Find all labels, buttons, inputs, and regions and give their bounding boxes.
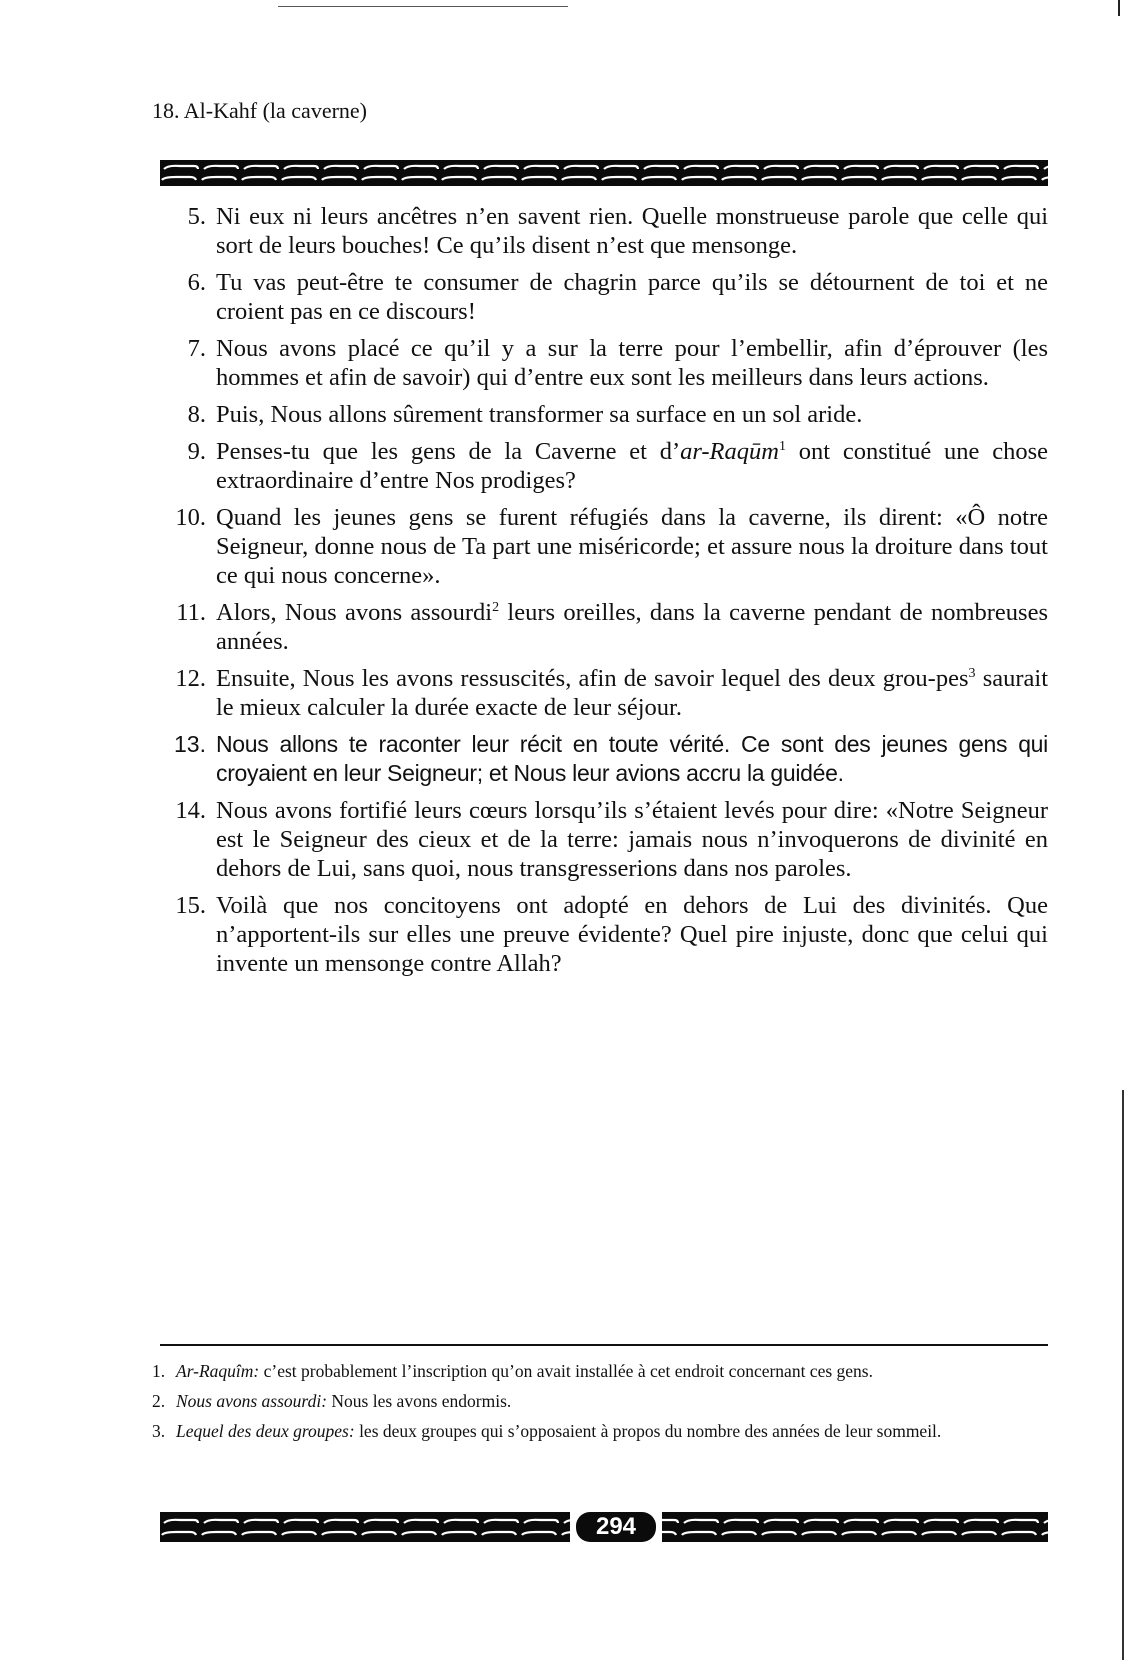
- footnote-body: c’est probablement l’inscription qu’on avait installée à cet endroit concernant ces gens.: [259, 1361, 873, 1381]
- verse-text-post: leurs oreilles, dans la caverne pendant de nombreuses années.: [216, 599, 1048, 655]
- verse-item: [160, 891, 1048, 978]
- chapter-header: 18. Al-Kahf (la caverne): [152, 98, 368, 123]
- decorative-band-top: [160, 160, 1048, 186]
- page-edge-line: [1122, 1090, 1124, 1660]
- verse-number: 10.: [175, 504, 206, 531]
- verse-number: 6.: [187, 269, 206, 296]
- verse-text: [216, 437, 1048, 495]
- footnote-divider: [160, 1344, 1048, 1346]
- footnote-text: [176, 1390, 1048, 1412]
- footnote-text: [176, 1360, 1048, 1382]
- top-rule: [278, 6, 568, 7]
- verse-text-post: saurait le mieux calculer la durée exacte de leur séjour.: [216, 665, 1048, 721]
- verse-item: [160, 334, 1048, 392]
- verse-item: [160, 503, 1048, 590]
- verse-text-pre: Penses-tu que les gens de la Caverne et d’: [216, 438, 681, 465]
- footnote-ref: 1: [778, 439, 786, 454]
- verse-text: Voilà que nos concitoyens ont adopté en dehors de Lui des divinités. Que n’apportent-ils sur elles une preuve évidente? Quel pire injuste, donc que celui qui invente un mensonge contre Allah?: [216, 892, 1048, 977]
- footnote-body: Nous les avons endormis.: [327, 1391, 512, 1411]
- page-number-badge: [570, 1508, 662, 1546]
- verse-item: [160, 730, 1048, 788]
- verse-number: 13.: [174, 731, 206, 757]
- footnote-item: [152, 1360, 1048, 1382]
- verse-number: 5.: [187, 203, 206, 230]
- chain-pattern-icon: [160, 160, 1048, 186]
- footnote-item: [152, 1420, 1048, 1442]
- verse-number: 15.: [175, 892, 206, 919]
- footnote-number: 2.: [152, 1391, 166, 1411]
- footnote-ref: 3: [968, 666, 976, 681]
- footnote-body: les deux groupes qui s’opposaient à propos du nombre des années de leur sommeil.: [354, 1421, 942, 1441]
- footnote-term: Nous avons assourdi:: [176, 1391, 328, 1411]
- verse-number: 14.: [175, 797, 206, 824]
- footnote-number: 1.: [152, 1361, 166, 1381]
- footnote-term: Lequel des deux groupes:: [176, 1421, 355, 1441]
- verse-number: 8.: [187, 401, 206, 428]
- verse-text: [216, 664, 1048, 722]
- verse-text: Quand les jeunes gens se furent réfugiés dans la caverne, ils dirent: «Ô notre Seigneur, donne nous de Ta part une miséricorde; et assure nous la droiture dans tout ce qui nous concerne».: [216, 504, 1048, 589]
- footnote-term: Ar-Raquîm:: [176, 1361, 260, 1381]
- term-ar-raqum: ar-Raqūm: [680, 438, 779, 465]
- verse-item: [160, 268, 1048, 326]
- verse-item: [160, 796, 1048, 883]
- edge-mark: [1118, 0, 1120, 16]
- page-number: 294: [576, 1512, 656, 1542]
- footnotes: [152, 1360, 1048, 1450]
- verse-text-post: ont constitué une chose extraordinaire d’entre Nos prodiges?: [216, 438, 1048, 494]
- verse-number: 12.: [175, 665, 206, 692]
- verse-item: [160, 437, 1048, 495]
- verse-text: Nous allons te raconter leur récit en toute vérité. Ce sont des jeunes gens qui croyaient en leur Seigneur; et Nous leur avions accru la guidée.: [216, 731, 1048, 786]
- verse-text: Nous avons placé ce qu’il y a sur la terre pour l’embellir, afin d’éprouver (les hommes et afin de savoir) qui d’entre eux sont les meilleurs dans leurs actions.: [216, 335, 1048, 391]
- verse-item: [160, 598, 1048, 656]
- verse-item: [160, 400, 1048, 429]
- verse-text: Nous avons fortifié leurs cœurs lorsqu’ils s’étaient levés pour dire: «Notre Seigneur est le Seigneur des cieux et de la terre: jamais nous n’invoquerons de divinité en dehors de Lui, sans quoi, nous transgresserions dans nos paroles.: [216, 797, 1048, 882]
- verse-item: [160, 202, 1048, 260]
- verse-number: 9.: [187, 438, 206, 465]
- verse-item: [160, 664, 1048, 722]
- verse-list: [160, 202, 1048, 986]
- footnote-text: [176, 1420, 1048, 1442]
- verse-text: Puis, Nous allons sûrement transformer sa surface en un sol aride.: [216, 401, 863, 428]
- verse-text: Tu vas peut-être te consumer de chagrin parce qu’ils se détournent de toi et ne croient pas en ce discours!: [216, 269, 1048, 325]
- verse-text-pre: Ensuite, Nous les avons ressuscités, afin de savoir lequel des deux grou-pes: [216, 665, 969, 692]
- footnote-item: [152, 1390, 1048, 1412]
- verse-text-pre: Alors, Nous avons assourdi: [216, 599, 493, 626]
- footnote-ref: 2: [492, 600, 500, 615]
- footnote-number: 3.: [152, 1421, 166, 1441]
- verse-number: 11.: [176, 599, 206, 626]
- verse-number: 7.: [187, 335, 206, 362]
- verse-text: Ni eux ni leurs ancêtres n’en savent rien. Quelle monstrueuse parole que celle qui sort de leurs bouches! Ce qu’ils disent n’est que mensonge.: [216, 203, 1048, 259]
- verse-text: [216, 598, 1048, 656]
